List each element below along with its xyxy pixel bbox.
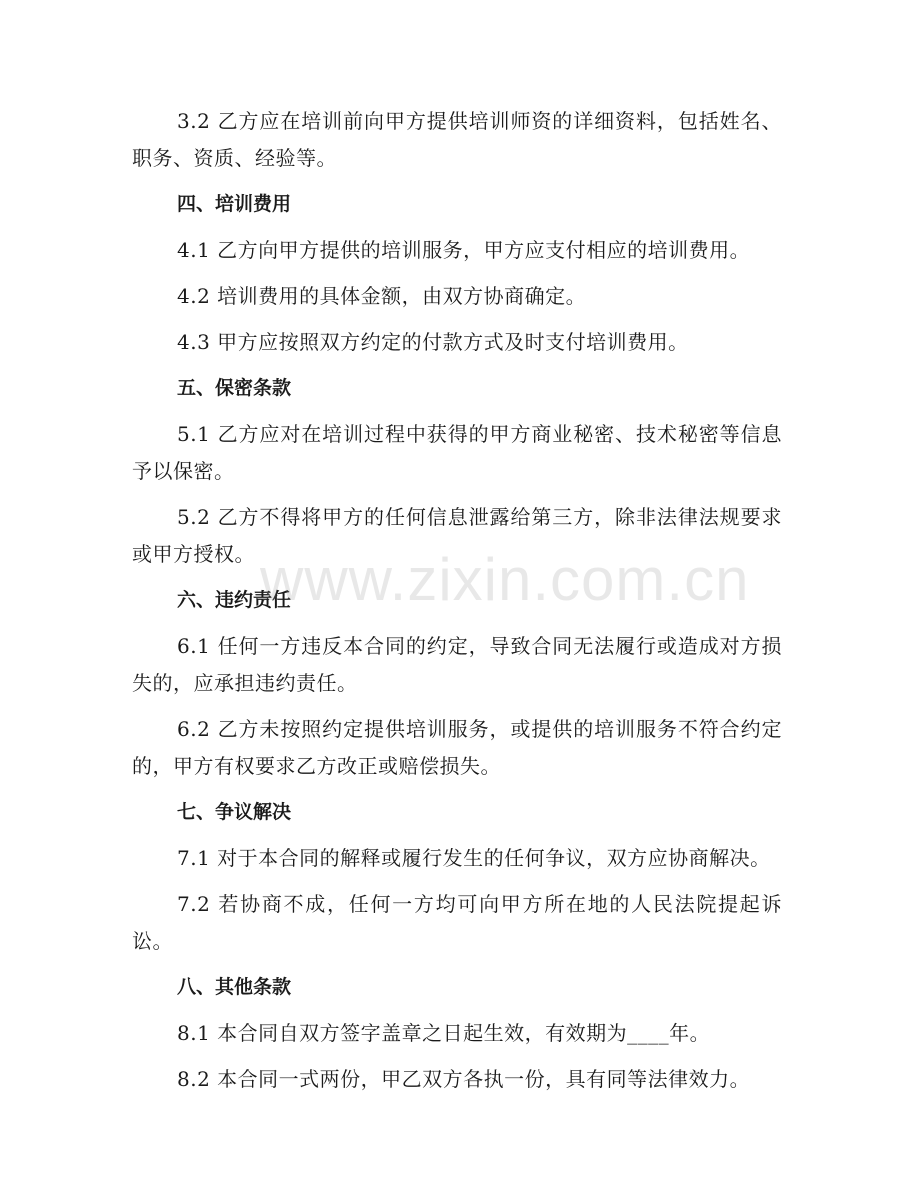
clause-5-2: 5.2 乙方不得将甲方的任何信息泄露给第三方，除非法律法规要求或甲方授权。: [132, 505, 782, 566]
section-heading-training-fees: 四、培训费用: [177, 193, 292, 215]
clause-6-1: 6.1 任何一方违反本合同的约定，导致合同无法履行或造成对方损失的，应承担违约责任。: [132, 634, 782, 695]
document-body: [132, 103, 782, 1107]
clause-4-3: 4.3 甲方应按照双方约定的付款方式及时支付培训费用。: [177, 330, 689, 354]
section-heading-liability: 六、违约责任: [177, 589, 292, 611]
clause-6-2: 6.2 乙方未按照约定提供培训服务，或提供的培训服务不符合约定的，甲方有权要求乙方改正或赔偿损失。: [132, 717, 782, 778]
clause-4-1: 4.1 乙方向甲方提供的培训服务，甲方应支付相应的培训费用。: [177, 238, 751, 262]
section-heading-dispute-resolution: 七、争议解决: [177, 801, 292, 823]
clause-3-2: 3.2 乙方应在培训前向甲方提供培训师资的详细资料，包括姓名、职务、资质、经验等。: [132, 109, 782, 170]
clause-8-2: 8.2 本合同一式两份，甲乙双方各执一份，具有同等法律效力。: [177, 1067, 751, 1091]
section-heading-confidentiality: 五、保密条款: [177, 377, 292, 399]
clause-7-1: 7.1 对于本合同的解释或履行发生的任何争议，双方应协商解决。: [177, 846, 771, 870]
clause-4-2: 4.2 培训费用的具体金额，由双方协商确定。: [177, 284, 587, 308]
watermark: www.zixin.com.cn: [260, 546, 750, 613]
clause-7-2: 7.2 若协商不成，任何一方均可向甲方所在地的人民法院提起诉讼。: [132, 892, 782, 953]
section-heading-other-terms: 八、其他条款: [177, 976, 292, 998]
clause-5-1: 5.1 乙方应对在培训过程中获得的甲方商业秘密、技术秘密等信息予以保密。: [132, 422, 782, 483]
clause-8-1: 8.1 本合同自双方签字盖章之日起生效，有效期为____年。: [177, 1021, 711, 1045]
